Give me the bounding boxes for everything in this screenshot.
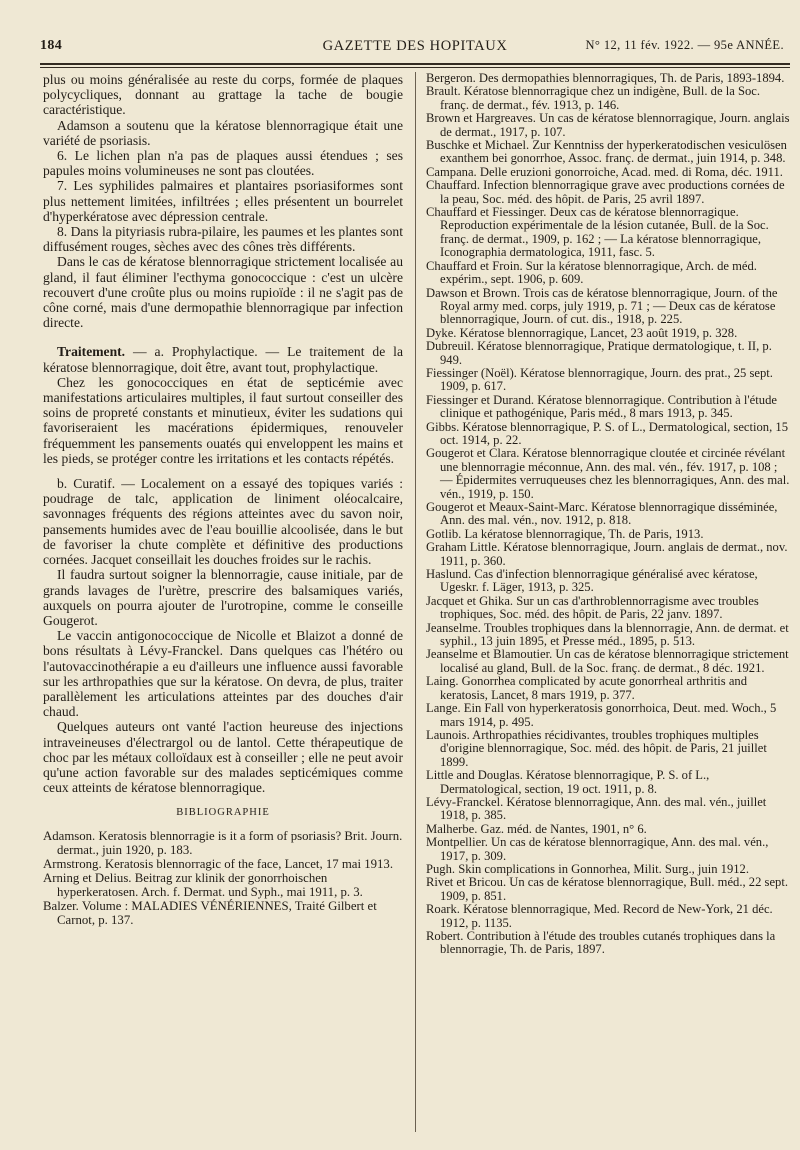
paragraph: Il faudra surtout soigner la blennorragie, cause initiale, par de grands lavages de l'urètre, prescrire des balsamiques variés, auxquels on pourra ajouter de l'urotropine, comme le conseille Gougerot. [43, 567, 403, 628]
paragraph: Adamson a soutenu que la kératose blennorragique était une variété de psoriasis. [43, 117, 403, 148]
bibliography-entry: Robert. Contribution à l'étude des troubles cutanés trophiques dans la blennorragie, Th. de Paris, 1897. [426, 929, 776, 957]
bibliography-entry: Launois. Arthropathies récidivantes, troubles trophiques multiples d'origine blennorragique, Soc. méd. des hôpit. de Paris, 21 juillet 1899. [426, 727, 767, 769]
bibliography-entry: Roark. Kératose blennorragique, Med. Record de New-York, 21 déc. 1912, p. 1135. [426, 902, 773, 930]
bibliography-entry: Laing. Gonorrhea complicated by acute gonorrheal arthritis and keratosis, Lancet, 8 mars 1919, p. 377. [426, 674, 748, 702]
page-header [40, 34, 790, 58]
treatment-paragraph [43, 344, 403, 374]
bibliography-entry: Rivet et Bricou. Un cas de kératose blennorragique, Bull. méd., 22 sept. 1909, p. 851. [426, 875, 788, 903]
left-column [43, 72, 403, 927]
bibliography-entry: Armstrong. Keratosis blennorragic of the face, Lancet, 17 mai 1913. [43, 856, 394, 871]
bibliography-entry: Chauffard. Infection blennorragique grave avec productions cornées de la peau, Soc. méd. des hôpit. de Paris, 25 avril 1897. [426, 178, 785, 206]
paragraph: plus ou moins généralisée au reste du corps, formée de plaques polycycliques, donnant au grattage la tache de bougie caractéristique. [43, 72, 403, 118]
bibliography-entry: Little and Douglas. Kératose blennorragique, P. S. of L., Dermatological, section, 19 oct. 1911, p. 8. [426, 768, 710, 796]
bibliography-list-left [43, 829, 403, 927]
paragraph: Quelques auteurs ont vanté l'action heureuse des injections intraveineuses d'électrargol ou de lantol. Cette thérapeutique de choc par les métaux colloïdaux est à conseiller ; elle ne peut avoir qu'une action favorable sur des malades septicémiques comme ceux atteints de kératose blennorragique. [43, 719, 403, 796]
paragraph: 6. Le lichen plan n'a pas de plaques aussi étendues ; ses papules moins volumineuses ne sont pas cloutées. [43, 148, 403, 179]
treatment-intro: — a. Prophylactique. — Le traitement de la kératose blennorragique, doit être, avant tout, prophylactique. [43, 344, 403, 375]
paragraph: Le vaccin antigonococcique de Nicolle et Blaizot a donné de bons résultats à Lévy-Franckel. Dans quelques cas l'hétéro ou l'autovaccinothérapie a eu d'ailleurs une influence aussi favorable sur les arthropathies que sur la kératose. On devra, de plus, traiter parallèlement les articulations atteintes par des douches d'air chaud. [43, 628, 403, 720]
right-column [426, 72, 790, 957]
bibliography-entry: Chauffard et Fiessinger. Deux cas de kératose blennorragique. Reproduction expérimentale de la lésion cutanée, Bull. de la Soc. franç. de dermat., 1909, p. 162 ; — La kératose blennorragique, Iconographia dermatologica, 1911, fasc. 5. [426, 205, 769, 260]
paragraph: Chez les gonococciques en état de septicémie avec manifestations articulaires multiples, il faut surtout conseiller des soins de propreté constants et minutieux, éviter les sudations qui favoriseraient les macérations épidermiques, renouveler fréquemment les pansements ouatés qui enveloppent les mains et les pieds, se protéger contre les irritations et les contacts répétés. [43, 374, 403, 466]
bibliography-entry: Jacquet et Ghika. Sur un cas d'arthroblennorragisme avec troubles trophiques, Soc. méd. des hôpit. de Paris, 22 janv. 1897. [426, 593, 759, 622]
bibliography-entry: Haslund. Cas d'infection blennorragique généralisé avec kératose, Ugeskr. f. Läger, 1913, p. 325. [426, 567, 758, 595]
bibliography-entry: Lévy-Franckel. Kératose blennorragique, Ann. des mal. vén., juillet 1918, p. 385. [426, 794, 767, 823]
bibliography-entry: Chauffard et Froin. Sur la kératose blennorragique, Arch. de méd. expérim., sept. 1906, p. 609. [426, 258, 757, 287]
bibliography-entry: Campana. Delle eruzioni gonorroiche, Acad. med. di Roma, déc. 1911. [426, 164, 783, 179]
bibliography-entry: Malherbe. Gaz. méd. de Nantes, 1901, n° 6. [426, 821, 647, 836]
bibliography-entry: Dawson et Brown. Trois cas de kératose blennorragique, Journ. of the Royal army med. corps, july 1919, p. 71 ; — Deux cas de kératose blennorragique, Journ. of cut. dis., 1918, p. 225. [426, 285, 778, 327]
bibliography-entry: Dubreuil. Kératose blennorragique, Pratique dermatologique, t. II, p. 949. [426, 339, 772, 367]
bibliography-entry: Gougerot et Clara. Kératose blennorragique cloutée et circinée révélant une blennorragie méconnue, Ann. des mal. vén., fév. 1917, p. 108 ; — Épidermites verruqueuses chez les blennorragiques, Ann. des mal. vén., 1919, p. 150. [426, 446, 790, 501]
paragraph: Dans le cas de kératose blennorragique strictement localisée au gland, il faut éliminer l'ecthyma gonococcique : c'est un ulcère recouvert d'une croûte plus ou moins rupioïde : il ne s'agit pas de cône corné, mais d'une dermopathie blennorragique par infection directe. [43, 254, 403, 331]
bibliography-entry: Adamson. Keratosis blennorragie is it a form of psoriasis? Brit. Journ. dermat., juin 1920, p. 183. [43, 828, 403, 857]
bibliography-entry: Pugh. Skin complications in Gonnorhea, Milit. Surg., juin 1912. [426, 861, 750, 876]
bibliography-entry: Bergeron. Des dermopathies blennorragiques, Th. de Paris, 1893-1894. [426, 71, 785, 85]
paragraph: 7. Les syphilides palmaires et plantaires psoriasiformes sont plus nettement limitées, infiltrées ; elles présentent un bourrelet d'hyperkératose avec dépression centrale. [43, 178, 403, 224]
column-divider [415, 72, 416, 1132]
bibliography-entry: Balzer. Volume : MALADIES VÉNÉRIENNES, Traité Gilbert et Carnot, p. 137. [43, 898, 377, 927]
bibliography-entry: Gotlib. La kératose blennorragique, Th. de Paris, 1913. [426, 526, 704, 541]
bibliography-entry: Brault. Kératose blennorragique chez un indigène, Bull. de la Soc. franç. de dermat., fév. 1913, p. 146. [426, 84, 760, 112]
page-number: 184 [40, 38, 63, 53]
bibliography-entry: Lange. Ein Fall von hyperkeratosis gonorrhoica, Deut. med. Woch., 5 mars 1914, p. 495. [426, 701, 777, 729]
bibliography-entry: Graham Little. Kératose blennorragique, Journ. anglais de dermat., nov. 1911, p. 360. [426, 540, 788, 568]
journal-title: GAZETTE DES HOPITAUX [322, 38, 508, 54]
bibliography-entry: Jeanselme. Troubles trophiques dans la blennorragie, Ann. de dermat. et syphil., 13 juin 1895, et Presse méd., 1895, p. 513. [426, 620, 789, 649]
bibliography-title: BIBLIOGRAPHIE [176, 807, 270, 819]
bibliography-entry: Gibbs. Kératose blennorragique, P. S. of L., Dermatological, section, 15 oct. 1914, p. 22. [426, 419, 788, 447]
paragraph: b. Curatif. — Localement on a essayé des topiques variés : poudrage de talc, application de liniment oléocalcaire, savonnages fréquents des régions atteintes avec du savon noir, pansements humides avec de l'eau bouillie alcoolisée, dans le but de favoriser la chute complète et définitive des productions cornées. Jacquet conseillait les douches froides sur le rachis. [43, 476, 403, 568]
header-rule-thick [40, 63, 790, 65]
bibliography-entry: Fiessinger (Noël). Kératose blennorragique, Journ. des prat., 25 sept. 1909, p. 617. [426, 365, 773, 394]
bibliography-entry: Jeanselme et Blamoutier. Un cas de kératose blennorragique strictement localisé au gland, Bull. de la Soc. franç. de dermat., 8 déc. 1921. [426, 647, 789, 675]
bibliography-entry: Dyke. Kératose blennorragique, Lancet, 23 août 1919, p. 328. [426, 325, 738, 340]
bibliography-entry: Montpellier. Un cas de kératose blennorragique, Ann. des mal. vén., 1917, p. 309. [426, 835, 769, 863]
bibliography-entry: Gougerot et Meaux-Saint-Marc. Kératose blennorragique disséminée, Ann. des mal. vén., nov. 1912, p. 818. [426, 500, 778, 528]
bibliography-entry: Buschke et Michael. Zur Kenntniss der hyperkeratodischen vesiculösen exanthem bei gonorrhoe, Assoc. franç. de dermat., juin 1914, p. 348. [426, 138, 787, 166]
paragraph: 8. Dans la pityriasis rubra-pilaire, les paumes et les plantes sont diffusément rouges, sèches avec des cônes très différents. [43, 224, 403, 255]
bibliography-entry: Arning et Delius. Beitrag zur klinik der gonorrhoischen hyperkeratosen. Arch. f. Dermat. und Syph., mai 1911, p. 3. [43, 870, 363, 899]
bibliography-entry: Brown et Hargreaves. Un cas de kératose blennorragique, Journ. anglais de dermat., 1917, p. 107. [426, 111, 790, 139]
header-rule-thin [40, 67, 790, 68]
treatment-heading: Traitement. [57, 344, 126, 360]
bibliography-list-right [426, 72, 790, 957]
bibliography-entry: Fiessinger et Durand. Kératose blennorragique. Contribution à l'étude clinique et pathogénique, Paris méd., 8 mars 1913, p. 345. [426, 392, 777, 421]
issue-info: N° 12, 11 fév. 1922. — 95e ANNÉE. [585, 38, 784, 52]
